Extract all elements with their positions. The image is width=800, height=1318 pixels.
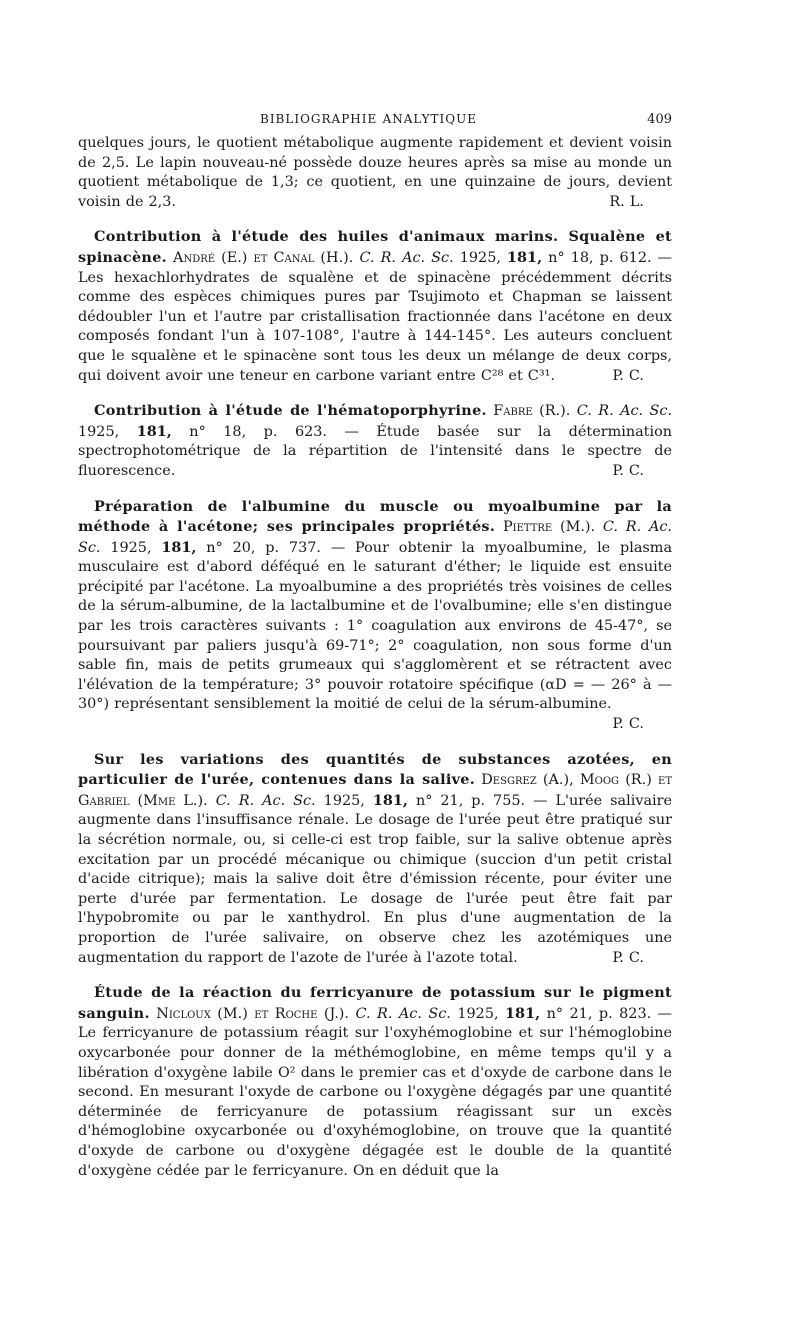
- article-desgrez-moog-gabriel: [78, 750, 672, 969]
- signature: P. C.: [612, 367, 644, 384]
- article-year: 1925,: [110, 539, 152, 556]
- page: [78, 104, 672, 1196]
- article-body: — Pour obtenir la myoalbumine, le plasma musculaire est d'abord déféqué en le saturant d'éther; le liquide est ensuite précipité par l'acétone. La myoalbumine a des propriétés très voisines de celles de la sérum-albumine, de la lactalbumine et de l'ovalbumine; elle s'en distingue par les trois caractères suivants : 1° coagulation aux environs de 45-47°, se poursuivant par paliers jusqu'à 69-71°; 2° coagulation, non sous forme d'un sable fin, mais de petits grumeaux qui s'agglomèrent et se rétractent avec l'élévation de la température; 3° pouvoir rotatoire spécifique (αD = — 26° à — 30°) représentant sensiblement la moitié de celui de la sérum-albumine.: [78, 539, 673, 713]
- article-journal: C. R. Ac. Sc.: [78, 519, 673, 556]
- running-title: BIBLIOGRAPHIE ANALYTIQUE: [260, 112, 477, 126]
- signature: R. L.: [609, 193, 644, 210]
- article-authors: Desgrez (A.), Moog (R.) et Gabriel (Mme L.).: [78, 772, 672, 809]
- article-nicloux-roche: [78, 983, 672, 1181]
- article-title: Sur les variations des quantités de substances azotées, en particulier de l'urée, contenues dans la salive.: [78, 750, 672, 789]
- continuation-paragraph: [78, 134, 672, 212]
- article-issue: n° 20, p. 737.: [206, 539, 321, 556]
- article-issue: n° 21, p. 823.: [546, 1005, 652, 1022]
- article-authors: Piettre (M.).: [502, 519, 596, 536]
- article-body: — L'urée salivaire augmente dans l'insuffisance rénale. Le dosage de l'urée peut être pratiqué sur la sécrétion normale, ou, si celle-ci est trop faible, sur la salive obtenue après excitation par un procédé mécanique ou chimique (succion d'un petit cristal d'acide citrique); mais la salive doit être d'émission récente, pour éviter une perte d'urée par fermentation. Le dosage de l'urée peut être fait par l'hypobromite ou par le xanthydrol. En plus d'une augmentation de la proportion de l'urée salivaire, on observe chez les azotémiques une augmentation du rapport de l'azote de l'urée à l'azote total.: [78, 792, 673, 966]
- article-issue: n° 21, p. 755.: [415, 792, 526, 809]
- article-body: — Les hexachlorhydrates de squalène et de spinacène précédemment décrits comme des espèces chimiques pures par Tsujimoto et Chapman se laissent dédoubler l'un et l'autre par cristallisation fractionnée dans l'acétone en deux composés fondant l'un à 107-108°, l'autre à 144-145°. Les auteurs concluent que le squalène et le spinacène sont tous les deux un mélange de deux corps, qui doivent avoir une teneur en carbone variant entre C²⁸ et C³¹.: [78, 249, 673, 384]
- article-journal: C. R. Ac. Sc.: [215, 792, 316, 809]
- running-header: [78, 104, 672, 134]
- article-title: Étude de la réaction du ferricyanure de potassium sur le pigment sanguin.: [78, 984, 672, 1022]
- article-body: — Étude basée sur la détermination spectrophotométrique de la répartition de l'intensité dans le spectre de fluorescence.: [78, 423, 673, 479]
- article-year: 1925,: [457, 1005, 499, 1022]
- signature: P. C.: [612, 462, 644, 479]
- article-journal: C. R. Ac. Sc.: [359, 249, 454, 266]
- article-authors: Fabre (R.).: [493, 403, 571, 420]
- article-volume: 181,: [161, 538, 197, 556]
- article-authors: Nicloux (M.) et Roche (J.).: [156, 1005, 349, 1022]
- article-year: 1925,: [323, 792, 365, 809]
- article-journal: C. R. Ac. Sc.: [355, 1005, 451, 1022]
- article-andre-canal: [78, 227, 672, 386]
- article-volume: 181,: [372, 791, 408, 809]
- article-volume: 181,: [505, 1004, 541, 1022]
- article-year: 1925,: [78, 423, 120, 440]
- article-issue: n° 18, p. 623.: [189, 423, 328, 440]
- signature: P. C.: [612, 716, 644, 733]
- article-title: Contribution à l'étude de l'hématoporphyrine.: [94, 402, 487, 420]
- page-number: 409: [647, 112, 672, 127]
- article-volume: 181,: [136, 422, 172, 440]
- article-authors: André (E.) et Canal (H.).: [173, 249, 354, 266]
- paragraph-body: quelques jours, le quotient métabolique augmente rapidement et devient voisin de 2,5. Le lapin nouveau-né possède douze heures après sa mise au monde un quotient métabolique de 1,3; ce quotient, en une quinzaine de jours, devient voisin de 2,3.: [78, 135, 672, 210]
- signature: P. C.: [612, 949, 644, 966]
- article-fabre: [78, 401, 672, 481]
- article-title: Préparation de l'albumine du muscle ou myoalbumine par la méthode à l'acétone; ses principales propriétés.: [78, 497, 672, 536]
- article-journal: C. R. Ac. Sc.: [576, 403, 673, 420]
- article-body: — Le ferricyanure de potassium réagit sur l'oxyhémoglobine et sur l'hémoglobine oxycarbonée pour donner de la méthémoglobine, en même temps qu'il y a libération d'oxygène labile O² dans le premier cas et d'oxyde de carbone dans le second. En mesurant l'oxyde de carbone ou l'oxygène dégagés par une quantité déterminée de ferricyanure de potassium réagissant sur un excès d'hémoglobine oxycarbonée ou d'oxyhémoglobine, on trouve que la quantité d'oxyde de carbone ou d'oxygène dégagée est le double de la quantité d'oxygène cédée par le ferricyanure. On en déduit que la: [78, 1005, 673, 1179]
- article-piettre: [78, 497, 672, 735]
- article-title: Contribution à l'étude des huiles d'animaux marins. Squalène et spinacène.: [78, 228, 672, 266]
- article-issue: n° 18, p. 612.: [548, 249, 652, 266]
- article-volume: 181,: [507, 248, 543, 266]
- article-year: 1925,: [459, 249, 501, 266]
